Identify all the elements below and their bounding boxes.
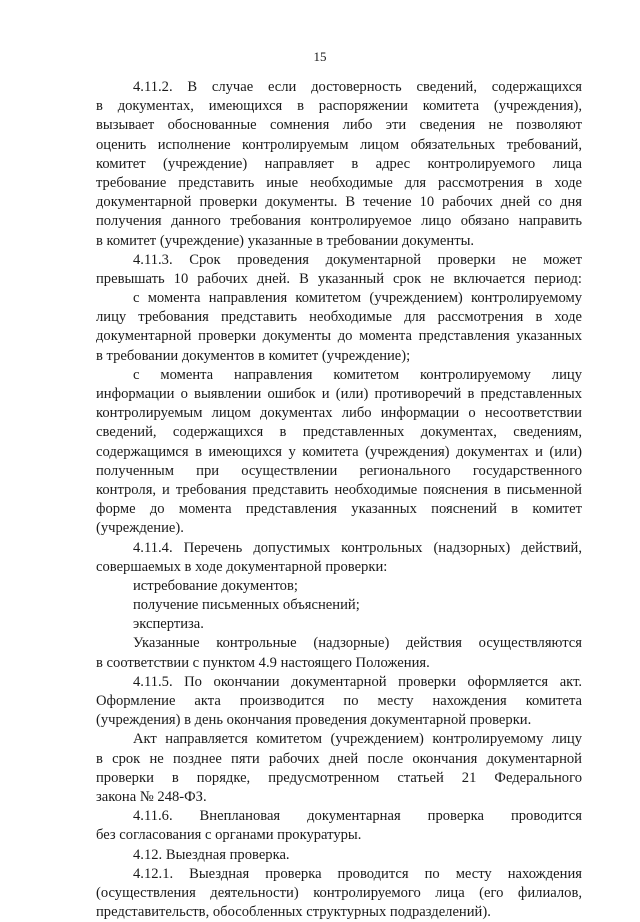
- text-line: 4.12. Выездная проверка.: [133, 846, 290, 863]
- text-line: информации о выявлении ошибок и (или) противоречий в представленных: [96, 386, 582, 402]
- text-line: совершаемых в ходе документарной проверки:: [96, 558, 388, 575]
- text-line: в документах, имеющихся в распоряжении комитета (учреждения),: [96, 98, 582, 115]
- text-line: лицу требования представить необходимые для рассмотрения в ходе: [96, 309, 582, 326]
- text-line: получения данного требования контролируемое лицо обязано направить: [96, 213, 582, 230]
- text-line: без согласования с органами прокуратуры.: [96, 827, 362, 844]
- text-line: Указанные контрольные (надзорные) действия осуществляются: [133, 635, 582, 652]
- text-line: экспертиза.: [133, 616, 204, 633]
- text-line: комитет (учреждение) направляет в адрес контролируемого лица: [96, 155, 582, 172]
- text-line: (учреждение).: [96, 520, 184, 537]
- text-line: в соответствии с пунктом 4.9 настоящего Положения.: [96, 654, 430, 671]
- text-line: требование представить иные необходимые для рассмотрения в ходе: [96, 174, 582, 191]
- text-line: превышать 10 рабочих дней. В указанный срок не включается период:: [96, 270, 582, 287]
- text-line: в комитет (учреждение) указанные в требовании документы.: [96, 232, 475, 249]
- text-line: 4.12.1. Выездная проверка проводится по месту нахождения: [133, 865, 582, 882]
- text-line: Акт направляется комитетом (учреждением) контролируемому лицу: [133, 731, 582, 748]
- text-line: Оформление акта производится по месту нахождения комитета: [96, 693, 582, 709]
- text-line: контролируемым лицом документах либо информации о несоответствии: [96, 405, 582, 422]
- text-line: сведений, содержащихся в представленных документах, сведениям,: [96, 424, 582, 441]
- text-line: 4.11.3. Срок проведения документарной проверки не может: [133, 251, 582, 268]
- text-line: полученным при осуществлении регионального государственного: [96, 462, 582, 479]
- text-line: в требовании документов в комитет (учреждение);: [96, 347, 411, 364]
- text-line: документарной проверки документы. В течение 10 рабочих дней со дня: [96, 194, 582, 211]
- text-line: проверки в порядке, предусмотренном статьей 21 Федерального: [96, 769, 582, 786]
- text-line: 4.11.5. По окончании документарной проверки оформляется акт.: [133, 673, 582, 690]
- text-line: в срок не позднее пяти рабочих дней после окончания документарной: [96, 750, 582, 767]
- text-line: с момента направления комитетом контролируемому лицу: [133, 366, 582, 383]
- text-line: с момента направления комитетом (учреждением) контролируемому: [133, 290, 582, 307]
- text-line: оценить исполнение контролируемым лицом обязательных требований,: [96, 136, 582, 153]
- text-line: 4.11.6. Внеплановая документарная проверка проводится: [133, 808, 582, 825]
- text-line: получение письменных объяснений;: [133, 597, 360, 614]
- document-body: [96, 78, 582, 922]
- text-line: форме до момента представления указанных пояснений в комитет: [96, 501, 582, 518]
- text-line: 4.11.2. В случае если достоверность сведений, содержащихся: [133, 79, 582, 95]
- text-line: 4.11.4. Перечень допустимых контрольных (надзорных) действий,: [133, 539, 582, 556]
- text-line: (учреждения) в день окончания проведения документарной проверки.: [96, 712, 532, 729]
- text-line: содержащимся в имеющихся у комитета (учреждения) документах и (или): [96, 443, 582, 460]
- text-line: закона № 248-ФЗ.: [96, 788, 207, 805]
- text-line: (осуществления деятельности) контролируемого лица (его филиалов,: [96, 884, 582, 901]
- text-line: истребование документов;: [133, 577, 298, 594]
- text-line: контроля, и требования представить необходимые пояснения в письменной: [96, 481, 582, 498]
- text-line: вызывает обоснованные сомнения либо эти сведения не позволяют: [96, 117, 582, 134]
- text-line: представительств, обособленных структурных подразделений).: [96, 904, 491, 921]
- page-number: 15: [313, 49, 327, 64]
- text-line: документарной проверки документы до момента представления указанных: [96, 328, 582, 345]
